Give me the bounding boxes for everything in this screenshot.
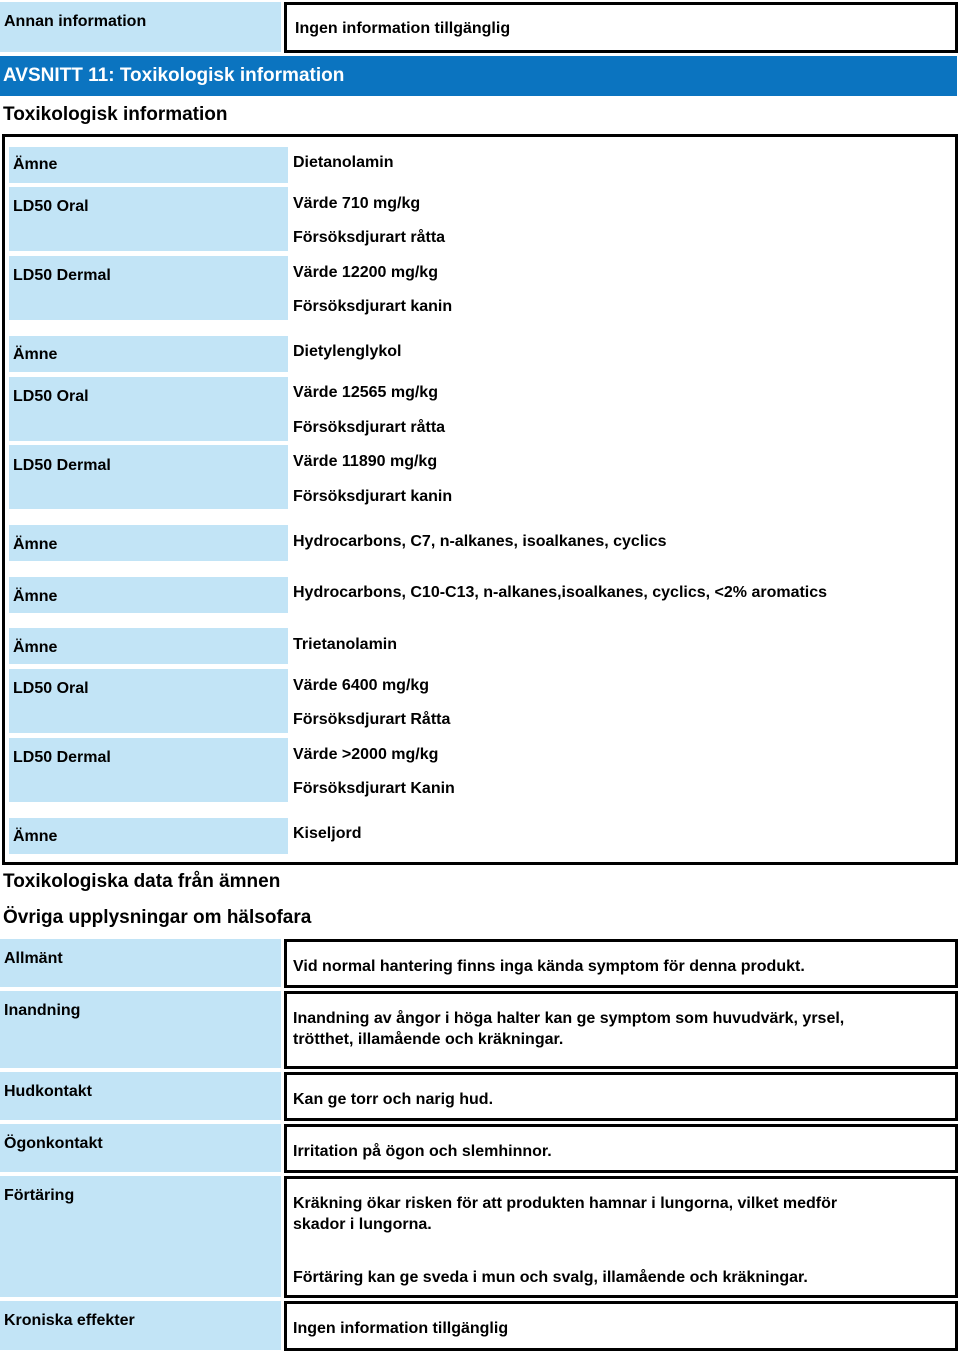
ld50-oral-animal: Försöksdjurart råtta <box>293 419 446 436</box>
substance-name: Hydrocarbons, C10-C13, n-alkanes,isoalkanes, cyclics, <2% aromatics <box>293 584 828 601</box>
health-label-general <box>0 939 281 987</box>
other-info-value <box>284 2 958 53</box>
health-text-line: Vid normal hantering finns inga kända symptom för denna produkt. <box>293 958 805 975</box>
ld50-dermal-label <box>9 256 288 320</box>
health-text-line: Kan ge torr och narig hud. <box>293 1091 494 1108</box>
ld50-oral-label <box>9 669 288 733</box>
ld50-dermal-label <box>9 445 288 509</box>
health-label-text: Kroniska effekter <box>4 1312 135 1329</box>
health-label-text: Förtäring <box>4 1187 75 1204</box>
ld50-oral-animal: Försöksdjurart Råtta <box>293 711 451 728</box>
ld50-dermal-label <box>9 738 288 802</box>
ld50-dermal-value: Värde 12200 mg/kg <box>293 264 438 281</box>
health-heading: Övriga upplysningar om hälsofara <box>3 907 312 928</box>
ld50-oral-label-text: LD50 Oral <box>13 198 89 215</box>
ld50-oral-animal: Försöksdjurart råtta <box>293 229 446 246</box>
health-text-line: Irritation på ögon och slemhinnor. <box>293 1143 552 1160</box>
health-value-inhalation <box>284 991 958 1069</box>
ld50-dermal-label-text: LD50 Dermal <box>13 749 111 766</box>
health-label-text: Allmänt <box>4 950 63 967</box>
ld50-dermal-animal: Försöksdjurart kanin <box>293 488 453 505</box>
substance-label <box>9 818 288 854</box>
ld50-dermal-value: Värde >2000 mg/kg <box>293 746 439 763</box>
other-info-label-text: Annan information <box>4 13 147 30</box>
ld50-oral-label-text: LD50 Oral <box>13 680 89 697</box>
ld50-oral-label-text: LD50 Oral <box>13 388 89 405</box>
ld50-dermal-animal: Försöksdjurart kanin <box>293 298 453 315</box>
tox-data-heading: Toxikologiska data från ämnen <box>3 871 281 892</box>
ld50-oral-value: Värde 12565 mg/kg <box>293 384 438 401</box>
ld50-dermal-value: Värde 11890 mg/kg <box>293 453 438 470</box>
substance-label-text: Ämne <box>13 588 58 605</box>
health-text-line: Förtäring kan ge sveda i mun och svalg, illamående och kräkningar. <box>293 1269 808 1286</box>
health-label-text: Inandning <box>4 1002 81 1019</box>
ld50-oral-label <box>9 187 288 251</box>
ld50-oral-label <box>9 377 288 441</box>
section-title-bar <box>0 56 957 96</box>
ld50-dermal-label-text: LD50 Dermal <box>13 267 111 284</box>
other-info-label <box>0 2 281 52</box>
substance-name: Dietylenglykol <box>293 343 402 360</box>
substance-name: Hydrocarbons, C7, n-alkanes, isoalkanes, cyclics <box>293 533 667 550</box>
health-label-inhalation <box>0 991 281 1068</box>
health-text-line: Inandning av ångor i höga halter kan ge symptom som huvudvärk, yrsel, <box>293 1010 845 1027</box>
ld50-dermal-label-text: LD50 Dermal <box>13 457 111 474</box>
tox-heading: Toxikologisk information <box>3 104 228 125</box>
substance-label <box>9 336 288 372</box>
health-label-ingestion <box>0 1176 281 1297</box>
substance-label-text: Ämne <box>13 828 58 845</box>
substance-name: Trietanolamin <box>293 636 398 653</box>
section-title: AVSNITT 11: Toxikologisk information <box>3 65 345 86</box>
substance-label-text: Ämne <box>13 156 58 173</box>
health-label-text: Ögonkontakt <box>4 1135 103 1152</box>
health-value-skin <box>284 1072 958 1121</box>
substance-label <box>9 147 288 183</box>
health-text-line: trötthet, illamående och kräkningar. <box>293 1031 564 1048</box>
substance-name: Dietanolamin <box>293 154 394 171</box>
substance-label-text: Ämne <box>13 639 58 656</box>
substance-label <box>9 525 288 561</box>
health-label-eye <box>0 1124 281 1172</box>
substance-label <box>9 628 288 664</box>
substance-label-text: Ämne <box>13 346 58 363</box>
health-label-skin <box>0 1072 281 1120</box>
health-value-eye <box>284 1124 958 1173</box>
health-label-text: Hudkontakt <box>4 1083 92 1100</box>
substance-label-text: Ämne <box>13 536 58 553</box>
health-value-general <box>284 939 958 988</box>
other-info-value-text: Ingen information tillgänglig <box>295 20 511 37</box>
health-value-chronic <box>284 1301 958 1351</box>
health-value-ingestion <box>284 1176 958 1298</box>
substance-label <box>9 577 288 613</box>
ld50-dermal-animal: Försöksdjurart Kanin <box>293 780 455 797</box>
health-label-chronic <box>0 1301 281 1350</box>
health-text-line: Ingen information tillgänglig <box>293 1320 509 1337</box>
health-text-line: Kräkning ökar risken för att produkten hamnar i lungorna, vilket medför <box>293 1195 838 1212</box>
health-text-line: skador i lungorna. <box>293 1216 432 1233</box>
ld50-oral-value: Värde 710 mg/kg <box>293 195 421 212</box>
ld50-oral-value: Värde 6400 mg/kg <box>293 677 430 694</box>
substance-name: Kiseljord <box>293 825 362 842</box>
